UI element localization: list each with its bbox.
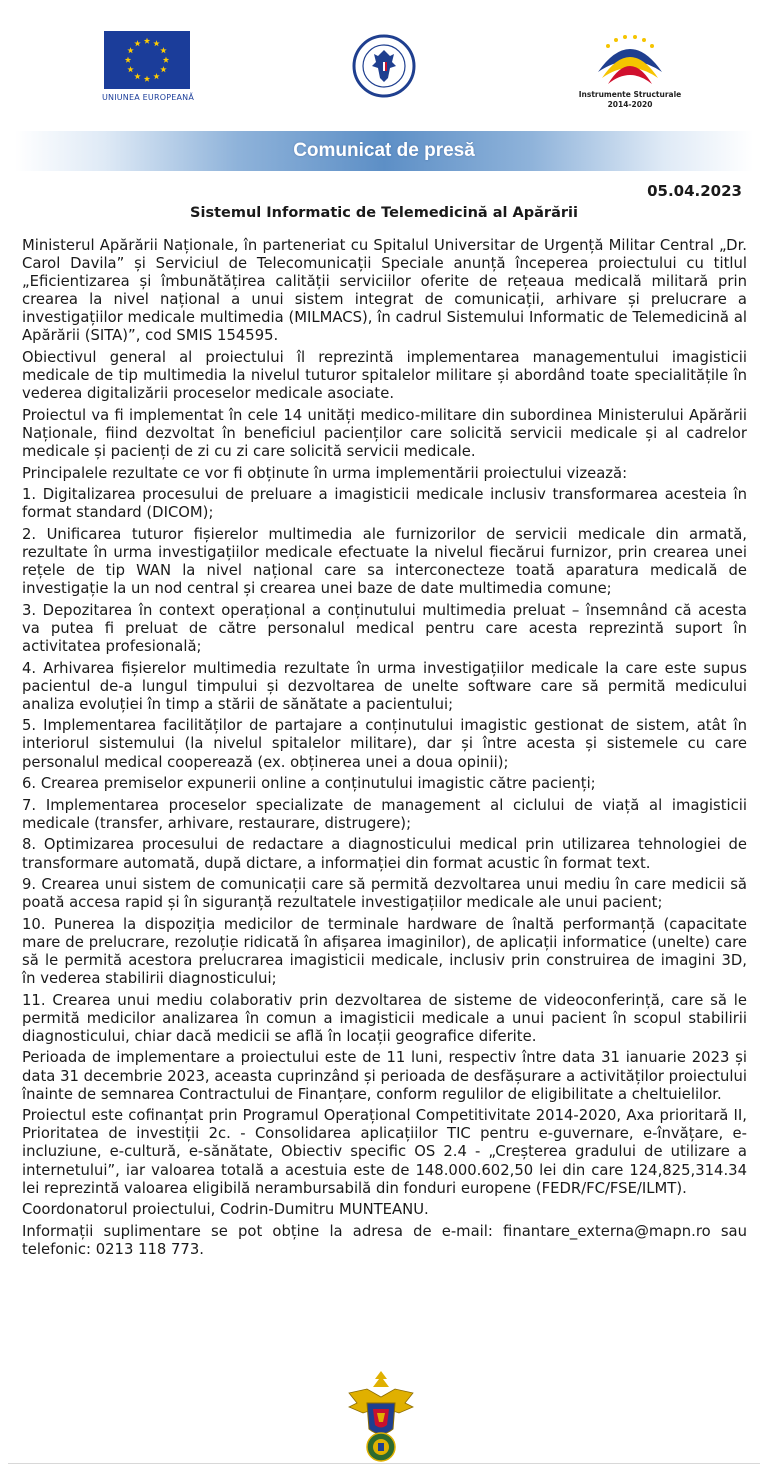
instrumente-caption-line1: Instrumente Structurale — [578, 90, 682, 99]
banner-title: Comunicat de presă — [293, 140, 475, 161]
release-date: 05.04.2023 — [647, 182, 742, 200]
footer-divider — [8, 1463, 760, 1464]
list-item: 4. Arhivarea fișierelor multimedia rezultate în urma investigațiilor medicale la care este supus pacientul de-a lungul timpului și dezvoltarea de unelte software care să permită medicului analiza evoluției în timp a stării de sănătate a pacientului; — [22, 659, 747, 713]
paragraph: Obiectivul general al proiectului îl reprezintă implementarea managementului imagisticii medicale de tip multimedia la nivelul tuturor spitalelor militare și abordând toate specialitățile în vederea digitalizării proceselor medicale asociate. — [22, 349, 747, 403]
paragraph: Principalele rezultate ce vor fi obținute în urma implementării proiectului vizează: — [22, 464, 628, 482]
list-item: 8. Optimizarea procesului de redactare a diagnosticului medical prin utilizarea tehnologiei de transformare automată, după dictare, a informației din format acustic în format text. — [22, 836, 747, 872]
list-item: 9. Crearea unui sistem de comunicații care să permită dezvoltarea unui mediu în care medicii să poată accesa rapid și în siguranță rezultatele investigațiilor medicale ale unui pacient; — [22, 876, 747, 912]
instrumente-caption-line2: 2014-2020 — [607, 100, 653, 109]
list-item: 6. Crearea premiselor expunerii online a conținutului imagistic către pacienți; — [22, 775, 596, 793]
paragraph: Perioada de implementare a proiectului este de 11 luni, respectiv între data 31 ianuarie 2023 și data 31 decembrie 2023, aceasta cuprinzând și perioada de desfășurare a activităților proiectului înainte de semnarea Contractului de Finanțare, conform regulilor de eligibilitate a cheltuielilor. — [22, 1049, 747, 1103]
list-item: 11. Crearea unui mediu colaborativ prin dezvoltarea de sisteme de videoconferință, care să le permită medicilor analizarea în comun a imagisticii medicale a unui pacient în scopul stabilirii diagnosticului, chiar dacă medicii se află în locații geografice diferite. — [22, 991, 747, 1045]
article-title: Sistemul Informatic de Telemedicină al Apărării — [190, 205, 578, 221]
list-item: 1. Digitalizarea procesului de preluare a imagisticii medicale inclusiv transformarea acesteia în format standard (DICOM); — [22, 486, 747, 522]
list-item: 10. Punerea la dispoziția medicilor de terminale hardware de înaltă performanță (capacitate mare de prelucrare, rezoluție ridicată în afișarea imaginilor), de aplicații informatice (unelte) care să le permită acestora prelucrarea imagisticii medicale, inclusiv prin construirea de imagini 3D, în vederea stabilirii diagnosticului; — [22, 915, 747, 988]
list-item: 5. Implementarea facilităților de partajare a conținutului imagistic gestionat de sistem, atât în interiorul sistemului (la nivelul spitalelor militare), dar și între acesta și sistemele cu care personalul medical cooperează (ex. obținerea unei a doua opinii); — [22, 717, 747, 771]
list-item: 2. Unificarea tuturor fișierelor multimedia ale furnizorilor de servicii medicale din armată, rezultate în urma investigațiilor medicale efectuate la nivelul fiecărui furnizor, prin crearea unei rețele de tip WAN la nivel național care sa interconecteze toată aparatura medicală de investigație la un nod central și crearea unei baze de date multimedia comune; — [22, 525, 747, 598]
contact-paragraph: Informații suplimentare se pot obține la adresa de e-mail: finantare_externa@mapn.ro sau telefonic: 0213 118 773. — [22, 1222, 747, 1258]
government-romania-logo-icon — [352, 34, 416, 98]
list-item: 3. Depozitarea în context operațional a conținutului multimedia preluat – însemnând că acesta va putea fi preluat de către personalul medical pentru care acesta reprezintă suport în activitatea profesională; — [22, 601, 747, 655]
instrumente-structurale-logo-icon — [590, 32, 670, 88]
paragraph: Proiectul este cofinanțat prin Programul Operațional Competitivitate 2014-2020, Axa prioritară II, Prioritatea de investiții 2c. - Consolidarea aplicațiilor TIC pentru e-guvernare, e-învățare, e-incluziune, e-cultură, e-sănătate, Obiectiv specific OS 2.4 - „Creșterea gradului de utilizare a internetului”, iar valoarea totală a acestuia este de 148.000.602,50 lei din care 124,825,314.34 lei reprezintă valoarea eligibilă nerambursabilă din fonduri europene (FEDR/FC/FSE/ILMT). — [22, 1107, 747, 1197]
paragraph: Coordonatorul proiectului, Codrin-Dumitru MUNTEANU. — [22, 1201, 429, 1219]
mapn-crest-icon — [339, 1367, 423, 1463]
press-release-banner — [15, 131, 753, 171]
instrumente-caption — [568, 90, 692, 110]
list-item: 7. Implementarea proceselor specializate de management al ciclului de viață al imagisticii medicale (transfer, arhivare, restaurare, distrugere); — [22, 796, 747, 832]
eu-caption: UNIUNEA EUROPEANĂ — [101, 93, 195, 102]
eu-flag-icon — [104, 31, 190, 89]
paragraph: Ministerul Apărării Naționale, în parteneriat cu Spitalul Universitar de Urgență Militar Central „Dr. Carol Davila” și Serviciul de Telecomunicații Speciale anunță începerea proiectului cu titlul „Eficientizarea și îmbunătățirea calității serviciilor oferite de rețeaua medicală militară prin crearea la nivel național a unui sistem integrat de comunicații, arhivare și prelucrare a investigațiilor medicale multimedia (MILMACS), în cadrul Sistemului Informatic de Telemedicină al Apărării (SITA)”, cod SMIS 154595. — [22, 237, 747, 345]
paragraph: Proiectul va fi implementat în cele 14 unități medico-militare din subordinea Ministerului Apărării Naționale, fiind dezvoltat în beneficiul pacienților care solicită servicii medicale și al cadrelor medicale și pacienți de zi cu zi care solicită servicii medicale. — [22, 406, 747, 461]
logo-header — [0, 0, 768, 122]
article-body — [22, 237, 747, 1262]
